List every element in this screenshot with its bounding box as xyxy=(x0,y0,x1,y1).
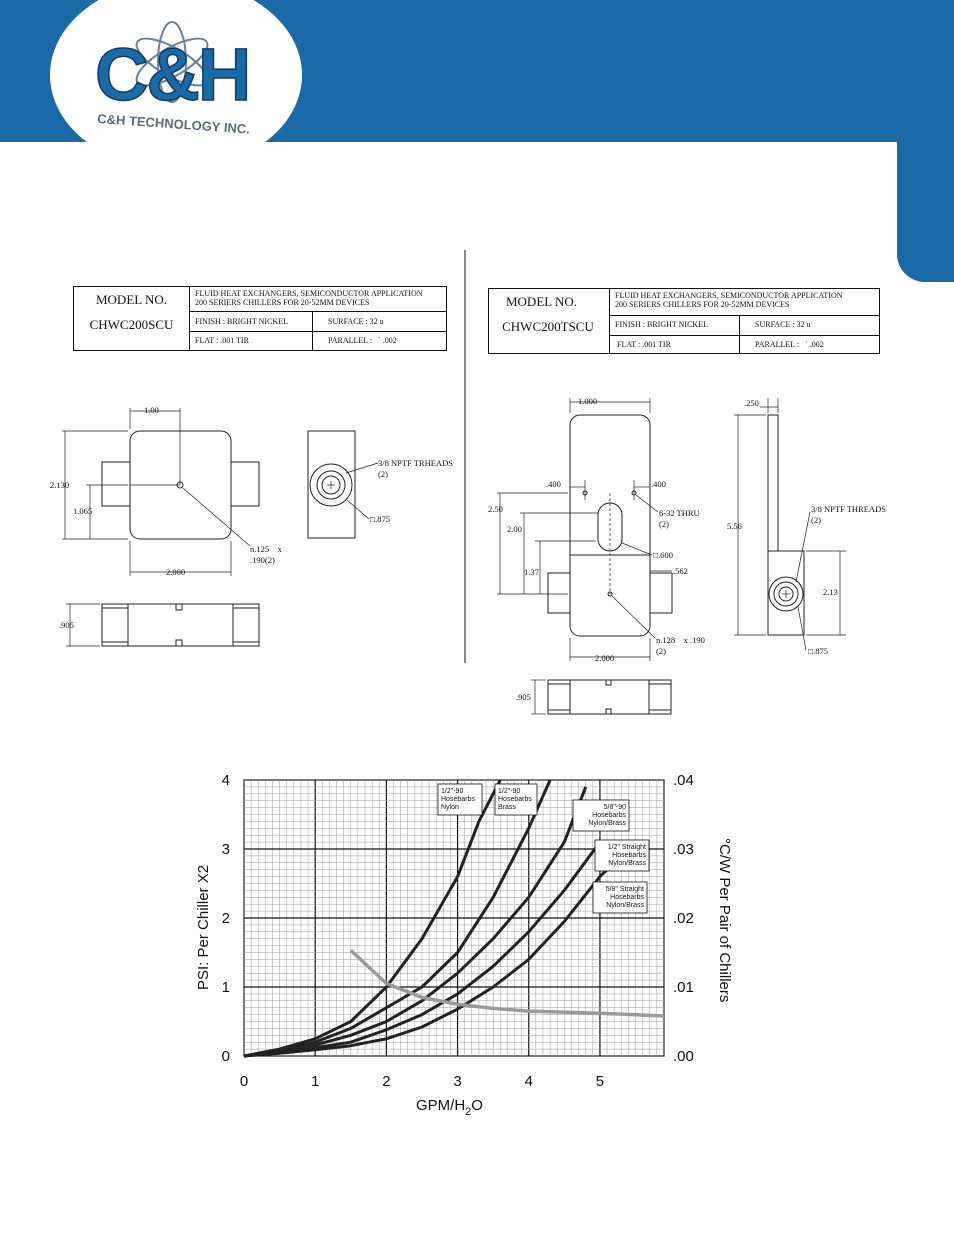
y-tick-label-right: .01 xyxy=(673,979,694,996)
dim-height-label: 2.130 xyxy=(50,480,70,490)
side-213-label: 2.13 xyxy=(823,587,838,597)
x-tick-label: 5 xyxy=(595,1073,605,1090)
x-tick-label: 0 xyxy=(239,1073,249,1090)
dim-left-label: .400 xyxy=(546,479,561,489)
spec-finish: FINISH : BRIGHT NICKEL xyxy=(615,320,708,329)
series-label-text-1-1: 1/2"-90 xyxy=(441,788,464,795)
x-tick-label: 2 xyxy=(382,1073,391,1090)
side-total-label: 5.56 xyxy=(727,521,742,531)
hole-qty-label: (2) xyxy=(656,646,666,656)
side-square-label: □.875 xyxy=(808,646,829,656)
thread-label: 3/8 NPTF TRHEADS xyxy=(378,458,453,468)
thread-qty-label: (2) xyxy=(378,469,388,479)
series-label-text-2-1: 1/2"-90 xyxy=(498,788,521,795)
logo-mark: C&H xyxy=(95,33,250,116)
dim-200-label: 2.00 xyxy=(507,524,522,534)
series-label-text-4-2: Hosebarbs xyxy=(612,852,646,859)
series-label-text-2-3: Brass xyxy=(498,804,516,811)
side-top-label: .250 xyxy=(744,398,759,408)
y-tick-label-right: .03 xyxy=(673,841,694,858)
spec-desc-1: FLUID HEAT EXCHANGERS, SEMICONDUCTOR APPLICATION xyxy=(195,289,423,298)
dim-width-label: 2.000 xyxy=(595,653,615,663)
side-height-label: .905 xyxy=(59,620,74,630)
dim-right-label: .400 xyxy=(651,479,666,489)
model-number: CHWC200TSCU xyxy=(502,319,594,334)
logo-company-name: C&H TECHNOLOGY INC. xyxy=(96,111,251,137)
side-height-label: .905 xyxy=(516,692,531,702)
series-label-text-1-3: Nylon xyxy=(441,804,459,811)
spec-desc-1: FLUID HEAT EXCHANGERS, SEMICONDUCTOR APPLICATION xyxy=(615,291,843,300)
y-tick-label-right: .02 xyxy=(673,910,694,927)
hole-label-2: .190(2) xyxy=(250,555,275,565)
hole-label: n.128 x .190 xyxy=(656,635,705,645)
model-number: CHWC200SCU xyxy=(89,317,174,332)
model-label: MODEL NO. xyxy=(505,294,577,309)
x-axis-label-sub: 2 xyxy=(465,1106,472,1118)
series-label-text-4-1: 1/2" Straight xyxy=(607,844,646,851)
y-tick-label-left: 0 xyxy=(221,1048,230,1065)
dim-half-label: 1.065 xyxy=(73,506,93,516)
square-label: □.875 xyxy=(370,514,391,524)
series-label-text-4-3: Nylon/Brass xyxy=(608,860,646,867)
x-axis-label xyxy=(416,1097,483,1118)
spec-desc-2: 200 SERIERS CHILLERS FOR 20-52MM DEVICES xyxy=(615,300,790,309)
spec-flat: FLAT : .001 TIR xyxy=(617,340,671,349)
thru-label: 6-32 THRU xyxy=(659,508,700,518)
thru-qty-label: (2) xyxy=(659,519,669,529)
slot2-label: .562 xyxy=(673,566,688,576)
x-tick-label: 1 xyxy=(311,1073,320,1090)
y-axis-left-label: PSI: Per Chiller X2 xyxy=(195,864,212,990)
series-label-text-3-1: 5/8"-90 xyxy=(603,804,626,811)
y-tick-label-right: .04 xyxy=(673,772,694,789)
series-label-text-2-2: Hosebarbs xyxy=(498,796,532,803)
spec-parallel: PARALLEL : ` .002 xyxy=(328,336,397,345)
dim-137-label: 1.37 xyxy=(524,567,539,577)
y-tick-label-left: 1 xyxy=(221,979,230,996)
x-tick-label: 3 xyxy=(453,1073,462,1090)
dim-width-label: 2.000 xyxy=(166,567,186,577)
series-label-text-5-2: Hosebarbs xyxy=(610,894,644,901)
spec-surface: SURFACE : 32 u xyxy=(328,317,384,326)
spec-finish: FINISH : BRIGHT NICKEL xyxy=(195,317,288,326)
x-tick-label: 4 xyxy=(524,1073,533,1090)
series-label-text-5-1: 5/8" Straight xyxy=(605,886,644,893)
y-tick-label-left: 3 xyxy=(221,841,230,858)
spec-flat: FLAT : .001 TIR xyxy=(195,336,249,345)
series-label-text-3-2: Hosebarbs xyxy=(592,812,626,819)
y-tick-label-left: 2 xyxy=(221,910,230,927)
model-label: MODEL NO. xyxy=(95,292,167,307)
spec-surface: SURFACE : 32 u xyxy=(755,320,811,329)
side-thread-qty-label: (2) xyxy=(811,515,821,525)
dim-250-label: 2.50 xyxy=(488,504,503,514)
series-label-text-1-2: Hosebarbs xyxy=(441,796,475,803)
spec-parallel: PARALLEL : ` .002 xyxy=(755,340,824,349)
y-tick-label-right: .00 xyxy=(673,1048,694,1065)
side-thread-label: 3/8 NPTF THREADS xyxy=(811,504,886,514)
series-label-text-5-3: Nylon/Brass xyxy=(606,902,644,909)
dim-top-label: 1.00 xyxy=(144,405,159,415)
x-axis-label-end: O xyxy=(471,1097,483,1114)
y-tick-label-left: 4 xyxy=(221,772,230,789)
y-axis-right-label: °C/W Per Pair of Chillers xyxy=(716,838,733,1003)
slot-label: □.600 xyxy=(653,550,674,560)
spec-desc-2: 200 SERIERS CHILLERS FOR 20-52MM DEVICES xyxy=(195,298,370,307)
dim-top-label: 1.000 xyxy=(578,396,598,406)
series-label-text-3-3: Nylon/Brass xyxy=(588,820,626,827)
x-axis-label-main: GPM/H xyxy=(416,1097,466,1114)
hole-label: n.125 x xyxy=(250,544,282,554)
